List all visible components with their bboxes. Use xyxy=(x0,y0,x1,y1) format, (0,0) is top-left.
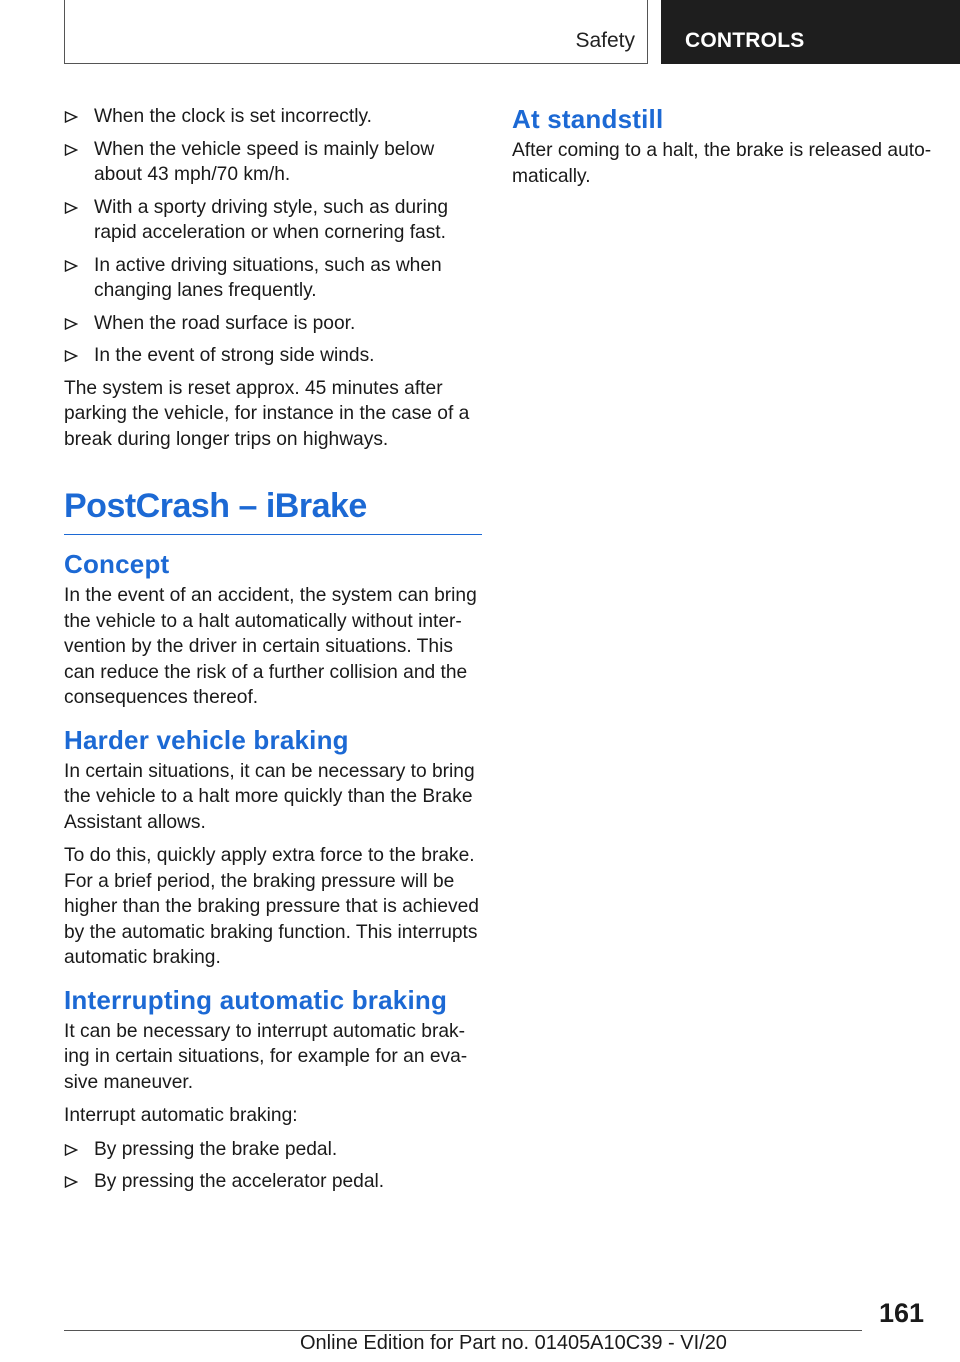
list-item xyxy=(64,1137,482,1163)
main-section-title: PostCrash – iBrake xyxy=(64,486,482,535)
harder-braking-heading: Harder vehicle braking xyxy=(64,724,349,755)
concept-paragraph: In the event of an accident, the system can bring the vehicle to a halt automatically without inter‐ vention by the driver in certain situations. This can reduce the risk of a further collision and the consequences thereof. xyxy=(64,585,477,708)
triangle-bullet-icon xyxy=(64,1176,78,1188)
triangle-bullet-icon xyxy=(64,260,78,272)
list-item xyxy=(64,253,482,304)
interrupt-braking-heading: Interrupting automatic braking xyxy=(64,984,448,1015)
triangle-bullet-icon xyxy=(64,202,78,214)
list-item-text: By pressing the accelerator pedal. xyxy=(94,1171,385,1192)
list-item xyxy=(64,1169,482,1195)
header-section-label: Safety xyxy=(575,29,635,52)
triangle-bullet-icon xyxy=(64,1144,78,1156)
list-item-text: When the clock is set incorrectly. xyxy=(94,106,372,127)
concept-heading: Concept xyxy=(64,549,170,579)
list-item-text: With a sporty driving style, such as during rapid acceleration or when cornering fast. xyxy=(94,196,449,243)
list-item-text: When the vehicle speed is mainly below about 43 mph/70 km/h. xyxy=(94,138,435,185)
list-item xyxy=(64,137,482,188)
reset-paragraph: The system is reset approx. 45 minutes after parking the vehicle, for instance in the case of a break during longer trips on highways. xyxy=(64,377,470,450)
interrupt-braking-paragraph-2: Interrupt automatic braking: xyxy=(64,1105,298,1126)
triangle-bullet-icon xyxy=(64,144,78,156)
list-item-text: In the event of strong side winds. xyxy=(94,345,375,366)
list-item xyxy=(64,195,482,246)
footer-edition: Online Edition for Part no. 01405A10C39 - VI/20 xyxy=(300,1332,727,1354)
list-item xyxy=(64,311,482,337)
standstill-heading: At standstill xyxy=(512,104,664,134)
list-item xyxy=(64,343,482,369)
list-item-text: When the road surface is poor. xyxy=(94,312,356,334)
header-controls-tab xyxy=(661,0,960,64)
left-column xyxy=(64,104,482,1202)
header-controls-label: CONTROLS xyxy=(685,29,805,52)
harder-braking-paragraph-1: In certain situations, it can be necessary to bring the vehicle to a halt more quickly than the Brake Assistant allows. xyxy=(64,760,475,833)
conditions-list xyxy=(64,104,482,369)
footer-divider xyxy=(64,1330,862,1331)
list-item-text: In active driving situations, such as when changing lanes frequently. xyxy=(94,254,442,301)
list-item xyxy=(64,104,482,130)
page-number: 161 xyxy=(878,1298,924,1328)
triangle-bullet-icon xyxy=(64,350,78,362)
triangle-bullet-icon xyxy=(64,318,78,330)
interrupt-braking-paragraph-1: It can be necessary to interrupt automatic brak‐ ing in certain situations, for example for an eva‐ sive maneuver. xyxy=(64,1020,468,1093)
harder-braking-paragraph-2: To do this, quickly apply extra force to the brake. For a brief period, the braking pressure will be higher than the braking pressure that is achieved by the automatic braking function. This interrupts automatic braking. xyxy=(64,845,479,968)
triangle-bullet-icon xyxy=(64,111,78,123)
right-column xyxy=(512,104,932,197)
header-section-box xyxy=(64,0,648,64)
list-item-text: By pressing the brake pedal. xyxy=(94,1138,338,1160)
interrupt-methods-list xyxy=(64,1137,482,1195)
standstill-paragraph: After coming to a halt, the brake is released auto‐ matically. xyxy=(512,140,932,187)
